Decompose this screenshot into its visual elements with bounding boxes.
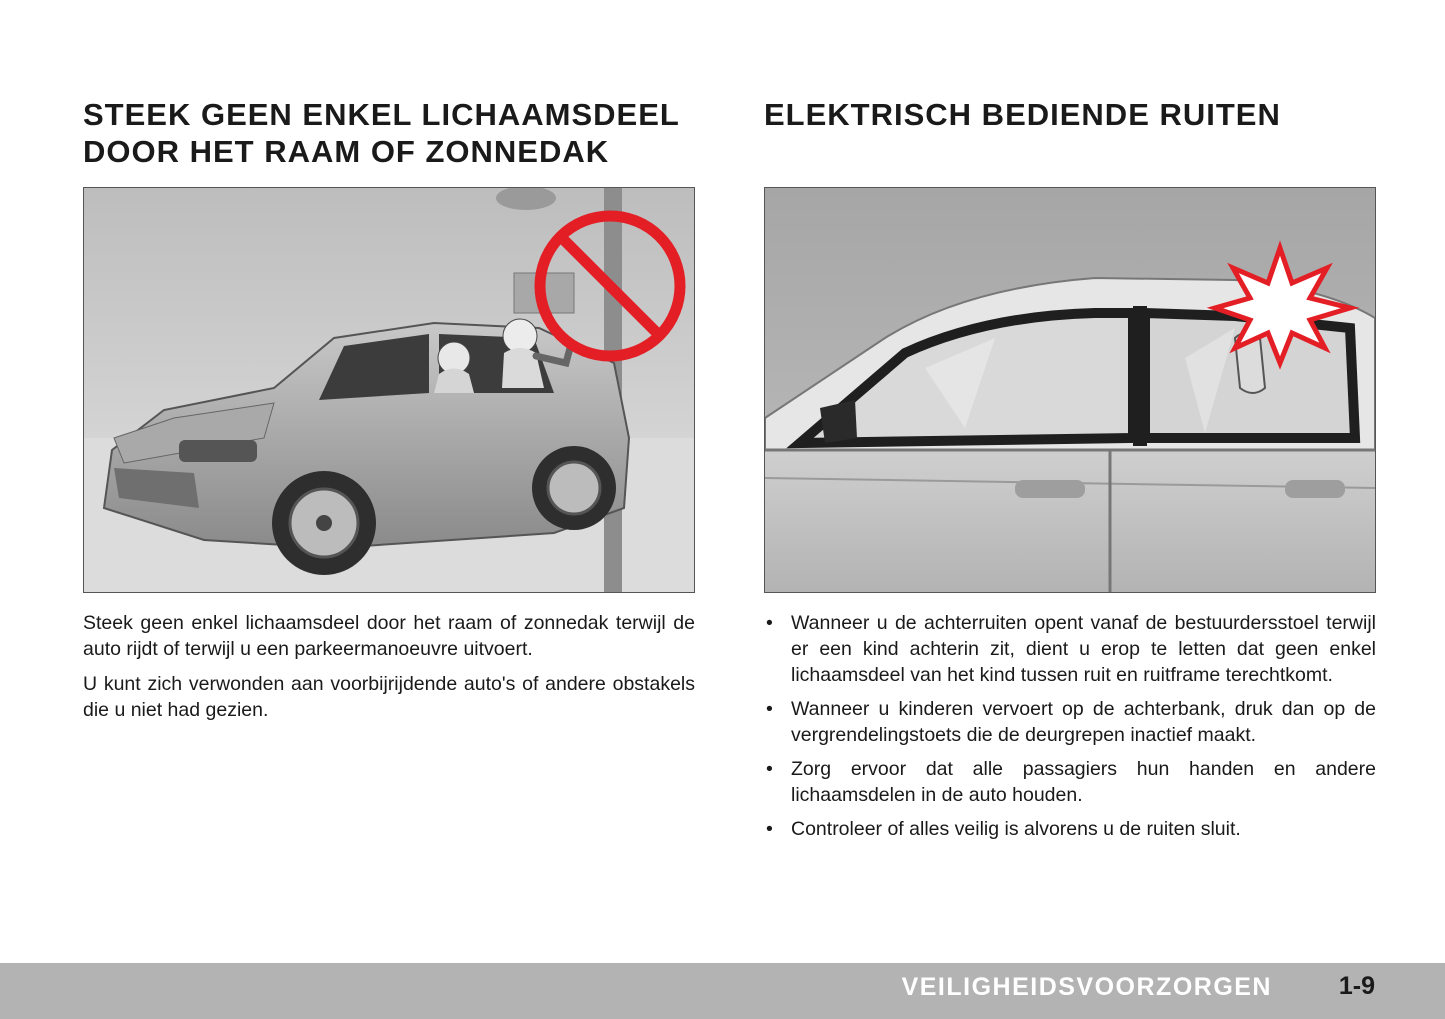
paragraph: U kunt zich verwonden aan voorbijrijdende auto's of andere obstakels die u niet had gezien. — [83, 673, 695, 721]
left-title-line-2: DOOR HET RAAM OF ZONNEDAK — [83, 134, 610, 169]
list-item — [764, 816, 1376, 842]
list-item-text: Wanneer u kinderen vervoert op de achterbank, druk dan op de vergrendelingstoets die de deurgrepen inactief maakt. — [791, 698, 1376, 746]
bullet-glyph: • — [766, 612, 773, 634]
left-section-title — [83, 96, 723, 170]
page-footer — [0, 963, 1445, 1019]
left-title-line-1: STEEK GEEN ENKEL LICHAAMSDEEL — [83, 97, 680, 132]
footer-section-title: VEILIGHEIDSVOORZORGEN — [901, 973, 1272, 1001]
power-window-illustration — [764, 187, 1376, 593]
page-number: 1-9 — [1338, 972, 1375, 1000]
list-item-text: Zorg ervoor dat alle passagiers hun handen en andere lichaamsdelen in de auto houden. — [791, 758, 1376, 806]
right-section-title — [764, 96, 1404, 133]
left-body-text — [83, 610, 695, 732]
bullet-glyph: • — [766, 758, 773, 780]
right-bullet-list — [764, 610, 1376, 850]
right-title: ELEKTRISCH BEDIENDE RUITEN — [764, 97, 1281, 132]
list-item-text: Wanneer u de achterruiten opent vanaf de bestuurdersstoel terwijl er een kind achterin zit, dient u erop te letten dat geen enkel lichaamsdeel van het kind tussen ruit en ruitframe terechtkomt. — [791, 612, 1376, 686]
car-window-illustration — [83, 187, 695, 593]
bullet-glyph: • — [766, 698, 773, 720]
list-item — [764, 610, 1376, 688]
bullet-glyph: • — [766, 818, 773, 840]
paragraph: Steek geen enkel lichaamsdeel door het raam of zonnedak terwijl de auto rijdt of terwijl u een parkeermanoeuvre uitvoert. — [83, 612, 695, 660]
list-item — [764, 756, 1376, 808]
list-item-text: Controleer of alles veilig is alvorens u de ruiten sluit. — [791, 818, 1241, 840]
list-item — [764, 696, 1376, 748]
